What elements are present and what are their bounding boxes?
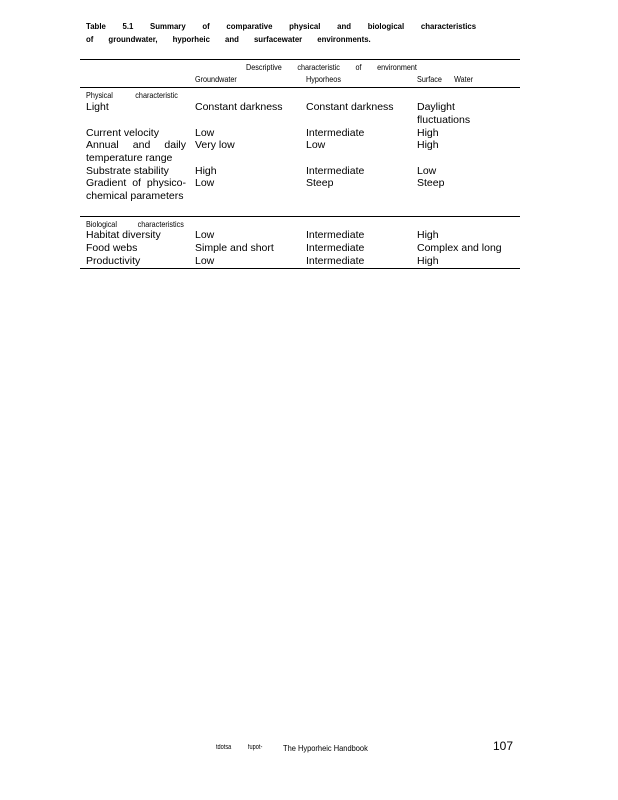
cell-hyporheos: Intermediate xyxy=(306,242,365,254)
cell-groundwater: Constant darkness xyxy=(195,101,283,113)
row-label: Food webs xyxy=(86,242,138,254)
section-biological-label: Biological characteristics xyxy=(86,219,184,229)
cell-hyporheos: Intermediate xyxy=(306,165,365,177)
cell-surface: High xyxy=(417,255,439,267)
page-number: 107 xyxy=(493,739,514,753)
header-bottom-rule xyxy=(80,87,520,88)
header-hyporheos: Hyporheos xyxy=(306,74,341,84)
section-physical-label: Physical characteristic xyxy=(86,90,178,100)
cell-surface: Daylight fluctuations xyxy=(417,101,471,126)
cell-groundwater: Low xyxy=(195,177,215,189)
row-label: Light xyxy=(86,101,109,113)
cell-groundwater: Low xyxy=(195,229,215,241)
cell-surface: Low xyxy=(417,165,437,177)
footer-mark: tdotsa xyxy=(216,744,232,751)
cell-hyporheos: Intermediate xyxy=(306,255,365,267)
header-surface-water: Surface Water xyxy=(417,74,474,84)
header-groundwater: Groundwater xyxy=(195,74,237,84)
footer-mark: fupot- xyxy=(248,744,263,751)
table-bottom-rule xyxy=(80,268,520,269)
cell-hyporheos: Low xyxy=(306,139,326,151)
cell-groundwater: Low xyxy=(195,127,215,139)
header-spanning-label: Descriptive characteristic of environment xyxy=(246,62,417,72)
cell-hyporheos: Intermediate xyxy=(306,127,365,139)
row-label: Current velocity xyxy=(86,127,159,139)
cell-surface: High xyxy=(417,139,439,151)
cell-hyporheos: Constant darkness xyxy=(306,101,394,113)
row-label: Substrate stability xyxy=(86,165,169,177)
footer-book-title: The Hyporheic Handbook xyxy=(283,743,368,753)
cell-surface: High xyxy=(417,127,439,139)
cell-hyporheos: Steep xyxy=(306,177,334,189)
table-top-rule xyxy=(80,59,520,60)
section-divider-rule xyxy=(80,216,520,217)
row-label: Annual and daily temperature range xyxy=(86,139,186,164)
cell-surface: Complex and long xyxy=(417,242,502,254)
row-label: Gradient of physico-chemical parameters xyxy=(86,177,186,202)
row-label: Habitat diversity xyxy=(86,229,161,241)
cell-groundwater: Very low xyxy=(195,139,235,151)
table-caption: Table 5.1 Summary of comparative physical and biological characteristics of groundwater, hyporheic and surfacewater environments. xyxy=(86,21,477,44)
cell-hyporheos: Intermediate xyxy=(306,229,365,241)
row-label: Productivity xyxy=(86,255,141,267)
cell-groundwater: High xyxy=(195,165,217,177)
cell-groundwater: Simple and short xyxy=(195,242,274,254)
cell-surface: High xyxy=(417,229,439,241)
cell-surface: Steep xyxy=(417,177,445,189)
cell-groundwater: Low xyxy=(195,255,215,267)
